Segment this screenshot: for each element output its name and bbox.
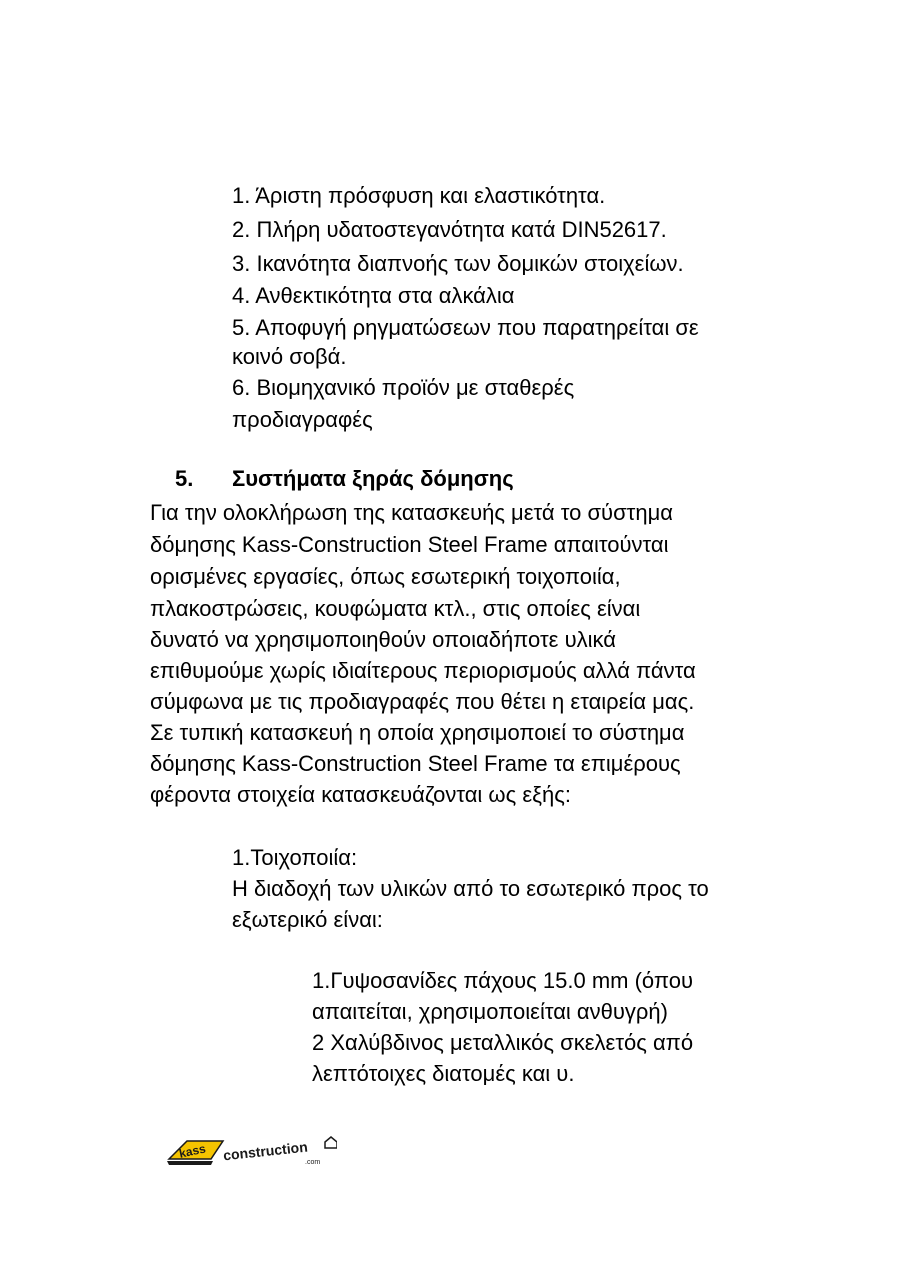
- house-icon: [325, 1137, 337, 1148]
- section-number: 5.: [175, 466, 194, 491]
- material-item: απαιτείται, χρησιμοποιείται ανθυγρή): [312, 999, 668, 1024]
- paragraph-line: πλακοστρώσεις, κουφώματα κτλ., στις οποίες είναι: [150, 596, 641, 621]
- logo-text-primary: kass: [177, 1141, 207, 1161]
- paragraph-line: φέροντα στοιχεία κατασκευάζονται ως εξής:: [150, 782, 571, 807]
- subsection-line: Η διαδοχή των υλικών από το εσωτερικό προς το: [232, 876, 709, 901]
- advantage-item: 1. Άριστη πρόσφυση και ελαστικότητα.: [232, 183, 606, 208]
- advantage-item: κοινό σοβά.: [232, 344, 347, 369]
- advantage-item: 6. Βιομηχανικό προϊόν με σταθερές: [232, 375, 575, 400]
- paragraph-line: Για την ολοκλήρωση της κατασκευής μετά το σύστημα: [150, 500, 673, 525]
- paragraph-line: δυνατό να χρησιμοποιηθούν οποιαδήποτε υλικά: [150, 627, 616, 652]
- kass-construction-logo: [165, 1133, 337, 1169]
- advantage-item: 3. Ικανότητα διαπνοής των δομικών στοιχείων.: [232, 251, 684, 276]
- paragraph-line: ορισμένες εργασίες, όπως εσωτερική τοιχοποιία,: [150, 564, 621, 589]
- material-item: λεπτότοιχες διατομές και υ.: [312, 1061, 575, 1086]
- logo-text-suffix: .com: [305, 1159, 321, 1166]
- advantage-item: 2. Πλήρη υδατοστεγανότητα κατά DIN52617.: [232, 217, 667, 242]
- advantage-item: προδιαγραφές: [232, 407, 373, 432]
- logo-text-secondary: construction: [222, 1138, 309, 1164]
- paragraph-line: σύμφωνα με τις προδιαγραφές που θέτει η εταιρεία μας.: [150, 689, 695, 714]
- section-title: Συστήματα ξηράς δόμησης: [232, 466, 514, 491]
- logo-underline: [167, 1161, 213, 1165]
- paragraph-line: δόμησης Kass-Construction Steel Frame απαιτούνται: [150, 532, 669, 557]
- paragraph-line: Σε τυπική κατασκευή η οποία χρησιμοποιεί το σύστημα: [150, 720, 685, 745]
- paragraph-line: επιθυμούμε χωρίς ιδιαίτερους περιορισμούς αλλά πάντα: [150, 658, 696, 683]
- subsection-line: εξωτερικό είναι:: [232, 907, 383, 932]
- paragraph-line: δόμησης Kass-Construction Steel Frame τα επιμέρους: [150, 751, 681, 776]
- subsection-title: 1.Τοιχοποιία:: [232, 845, 358, 870]
- material-item: 1.Γυψοσανίδες πάχους 15.0 mm (όπου: [312, 968, 693, 993]
- advantage-item: 4. Ανθεκτικότητα στα αλκάλια: [232, 283, 515, 308]
- advantage-item: 5. Αποφυγή ρηγματώσεων που παρατηρείται σε: [232, 315, 699, 340]
- material-item: 2 Χαλύβδινος μεταλλικός σκελετός από: [312, 1030, 694, 1055]
